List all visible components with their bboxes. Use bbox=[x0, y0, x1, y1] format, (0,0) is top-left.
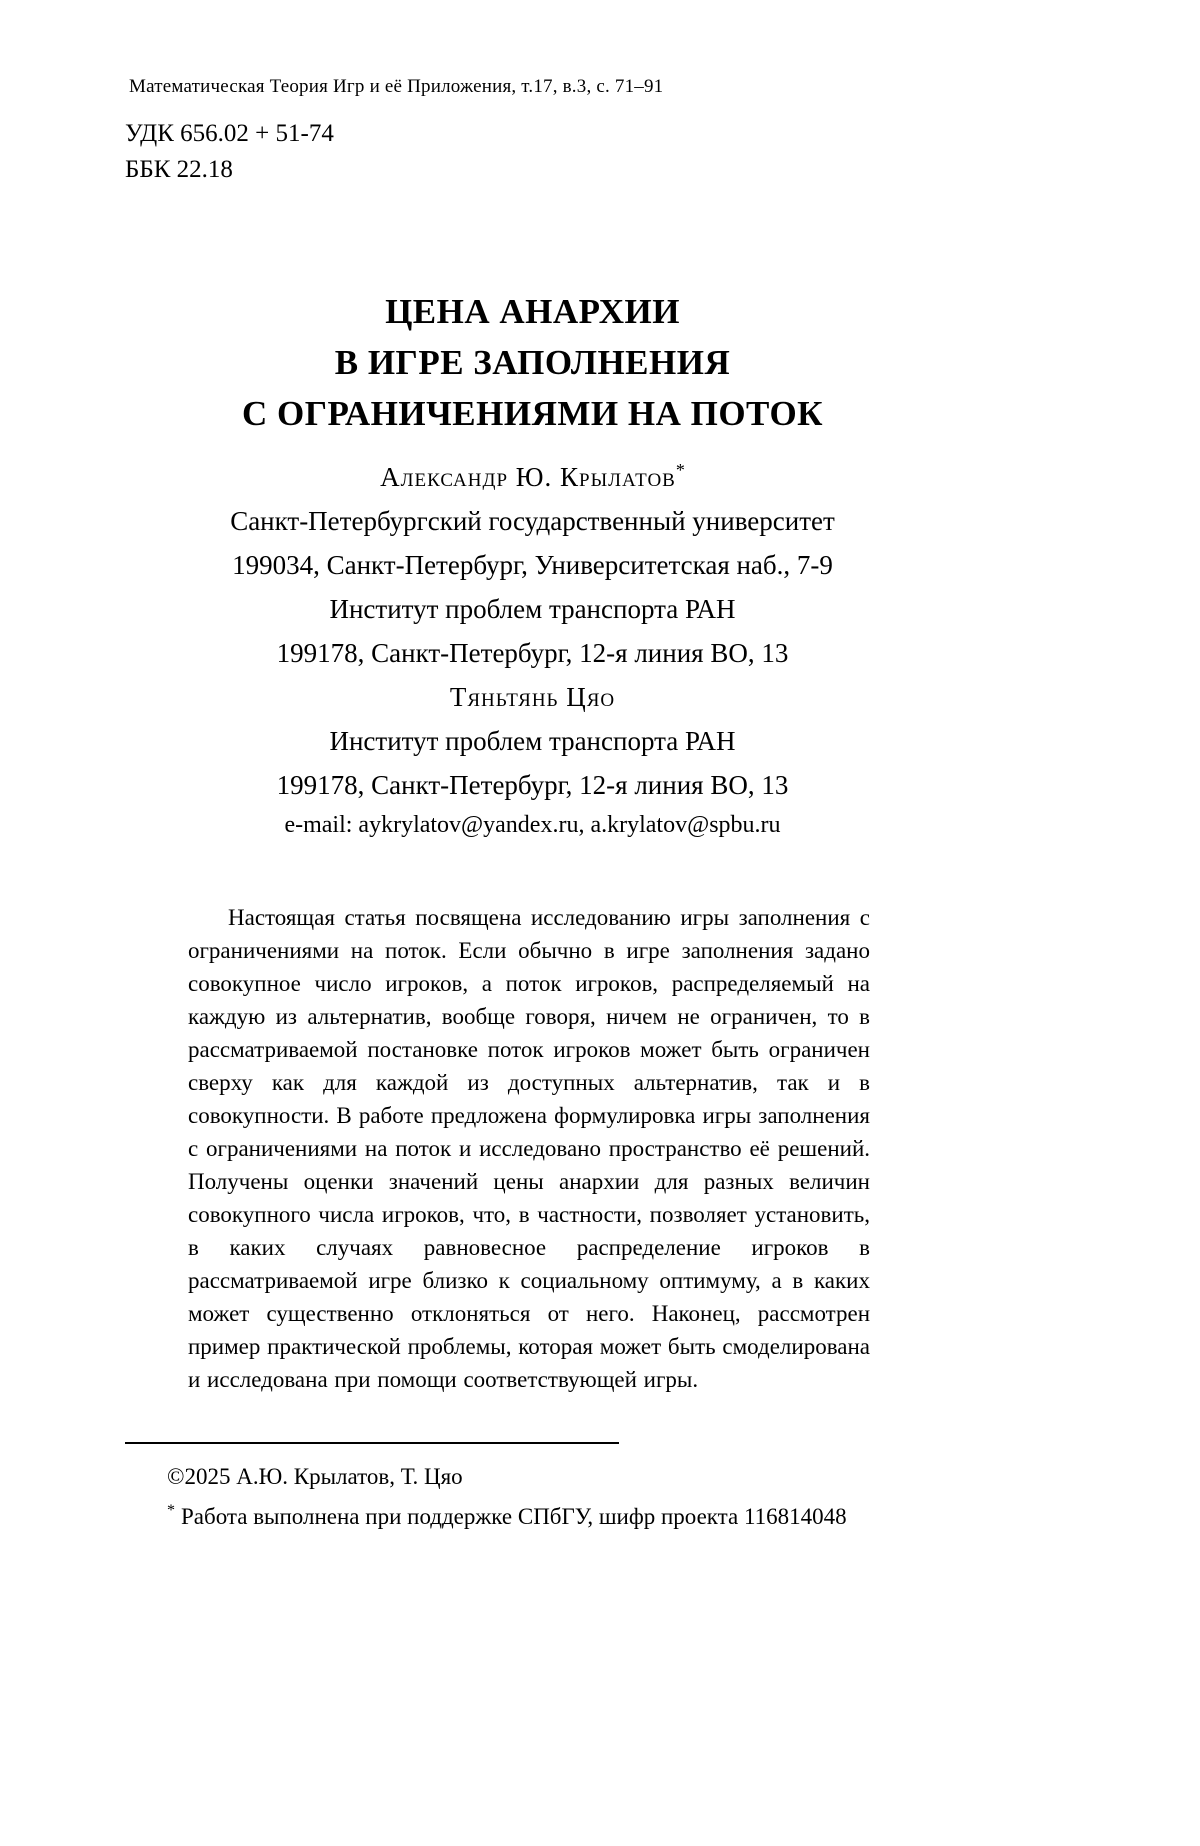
journal-header: Математическая Теория Игр и её Приложения, т.17, в.3, с. 71–91 bbox=[129, 76, 664, 97]
bbk-code: ББК 22.18 bbox=[125, 156, 233, 183]
affiliation-line: Санкт-Петербургский государственный университет bbox=[230, 506, 835, 536]
funding-footnote bbox=[125, 1504, 940, 1530]
affiliation-line: Институт проблем транспорта РАН bbox=[329, 726, 736, 756]
author-footnote-mark: * bbox=[675, 460, 685, 480]
footnote-rule bbox=[125, 1442, 619, 1444]
author-name-text: Александр Ю. Крылатов bbox=[380, 462, 676, 492]
abstract-text: Настоящая статья посвящена исследованию игры заполнения с ограничениями на поток. Если обычно в игре заполнения задано совокупное число игроков, а поток игроков, распределяемый на каждую из альтернатив, вообще говоря, ничем не ограничен, то в рассматриваемой постановке поток игроков может быть ограничен сверху как для каждой из доступных альтернатив, так и в совокупности. В работе предложена формулировка игры заполнения с ограничениями на поток и исследовано пространство её решений. Получены оценки значений цены анархии для разных величин совокупного числа игроков, что, в частности, позволяет установить, в каких случаях равновесное распределение игроков в рассматриваемой игре близко к социальному оптимуму, а в каких может существенно отклоняться от него. Наконец, рассмотрен пример практической проблемы, которая может быть смоделирована и исследована при помощи соответствующей игры. bbox=[188, 905, 870, 1392]
copyright-line: ©2025 А.Ю. Крылатов, Т. Цяо bbox=[167, 1464, 463, 1489]
authors-block bbox=[125, 455, 940, 843]
affiliation-line: Институт проблем транспорта РАН bbox=[329, 594, 736, 624]
author-name-text: Тяньтянь Цяо bbox=[449, 682, 616, 712]
title-line-3: С ОГРАНИЧЕНИЯМИ НА ПОТОК bbox=[241, 394, 824, 433]
title-line-1: ЦЕНА АНАРХИИ bbox=[385, 292, 680, 331]
footnote-mark: * bbox=[167, 1502, 175, 1520]
title-line-2: В ИГРЕ ЗАПОЛНЕНИЯ bbox=[334, 343, 731, 382]
footnote-text: Работа выполнена при поддержке СПбГУ, шифр проекта 116814048 bbox=[181, 1504, 847, 1529]
email-line: e-mail: aykrylatov@yandex.ru, a.krylatov@spbu.ru bbox=[284, 812, 781, 838]
affiliation-line: 199178, Санкт-Петербург, 12-я линия ВО, 13 bbox=[276, 638, 789, 668]
affiliation-line: 199034, Санкт-Петербург, Университетская наб., 7-9 bbox=[232, 550, 833, 580]
affiliation-line: 199178, Санкт-Петербург, 12-я линия ВО, 13 bbox=[276, 770, 789, 800]
author-name-krylatov bbox=[125, 455, 940, 499]
text-column bbox=[125, 120, 940, 1530]
udk-code: УДК 656.02 + 51-74 bbox=[125, 120, 334, 147]
paper-title bbox=[125, 286, 940, 439]
author-name-qiao bbox=[125, 675, 940, 719]
